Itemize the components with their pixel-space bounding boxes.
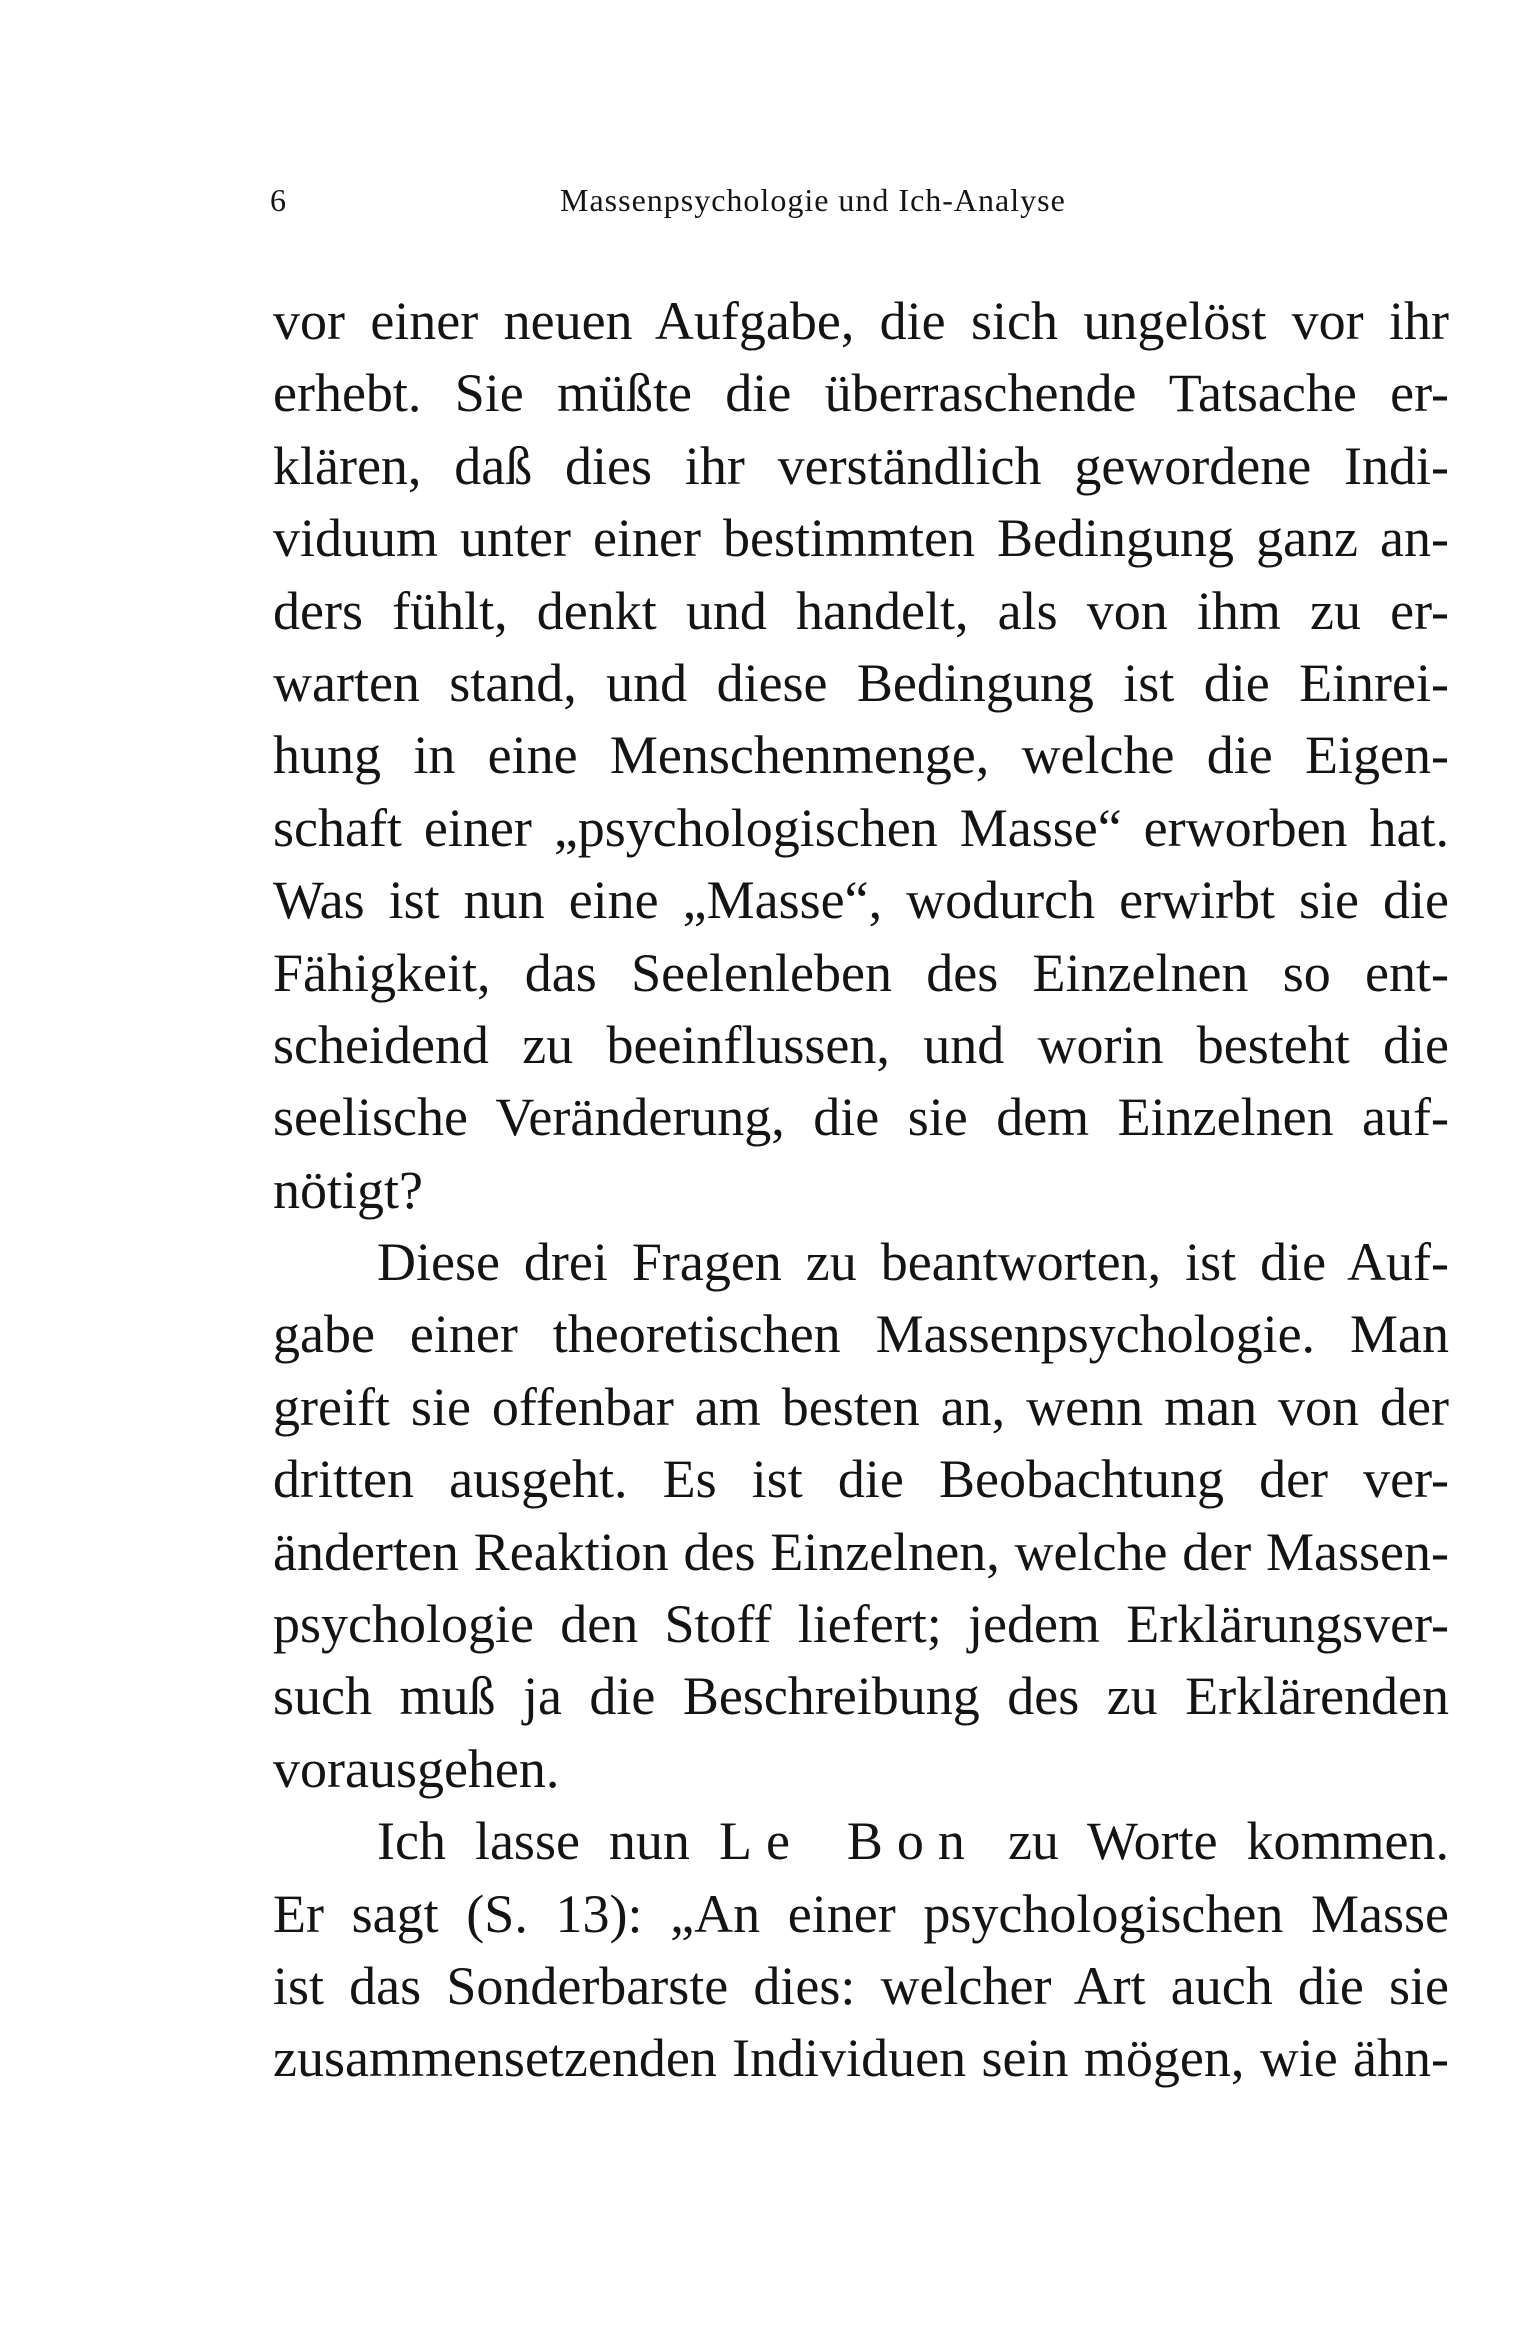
text-segment: Ich lasse nun: [377, 1811, 690, 1872]
text-line: erhebt. Sie müßte die überraschende Tatsache er-: [273, 363, 1449, 424]
text-line: scheidend zu beeinflussen, und worin besteht die: [273, 1014, 1449, 1075]
text-line: seelische Veränderung, die sie dem Einzelnen auf-: [273, 1087, 1449, 1148]
text-line: warten stand, und diese Bedingung ist die Einrei-: [273, 652, 1449, 713]
page-number: 6: [270, 182, 287, 218]
page-header: [270, 182, 1190, 232]
text-line: Er sagt (S. 13): „An einer psychologischen Masse: [273, 1883, 1449, 1944]
text-line: hung in eine Menschenmenge, welche die Eigen-: [273, 725, 1449, 786]
text-line: greift sie offenbar am besten an, wenn man von der: [273, 1376, 1449, 1437]
text-line: Diese drei Fragen zu beantworten, ist die Auf-: [377, 1232, 1449, 1293]
text-line: nötigt?: [273, 1159, 423, 1220]
body-text: [273, 285, 1449, 2095]
running-title: Massenpsychologie und Ich-Analyse: [560, 182, 1066, 218]
text-line: vor einer neuen Aufgabe, die sich ungelöst vor ihr: [273, 291, 1449, 351]
text-line: [273, 1805, 1449, 1877]
text-line: ist das Sonderbarste dies: welcher Art auch die sie: [273, 1955, 1449, 2016]
author-name-spaced: Le Bon: [718, 1811, 979, 1872]
text-line: gabe einer theoretischen Massenpsychologie. Man: [273, 1304, 1449, 1365]
text-line: viduum unter einer bestimmten Bedingung ganz an-: [273, 508, 1449, 569]
text-segment: zu Worte kommen.: [1007, 1811, 1450, 1872]
text-line: ders fühlt, denkt und handelt, als von ihm zu er-: [273, 580, 1449, 641]
text-line: psychologie den Stoff liefert; jedem Erklärungsver-: [273, 1594, 1449, 1655]
text-line: such muß ja die Beschreibung des zu Erklärenden: [273, 1666, 1449, 1727]
text-line: zusammensetzenden Individuen sein mögen, wie ähn-: [273, 2028, 1449, 2089]
text-line: änderten Reaktion des Einzelnen, welche der Massen-: [273, 1521, 1449, 1582]
text-line: dritten ausgeht. Es ist die Beobachtung der ver-: [273, 1449, 1449, 1510]
text-line: Was ist nun eine „Masse“, wodurch erwirbt sie die: [273, 870, 1449, 931]
text-line: Fähigkeit, das Seelenleben des Einzelnen so ent-: [273, 942, 1449, 1003]
text-line: schaft einer „psychologischen Masse“ erworben hat.: [273, 797, 1449, 858]
text-line: vorausgehen.: [273, 1738, 560, 1799]
text-line: klären, daß dies ihr verständlich gewordene Indi-: [273, 435, 1449, 496]
